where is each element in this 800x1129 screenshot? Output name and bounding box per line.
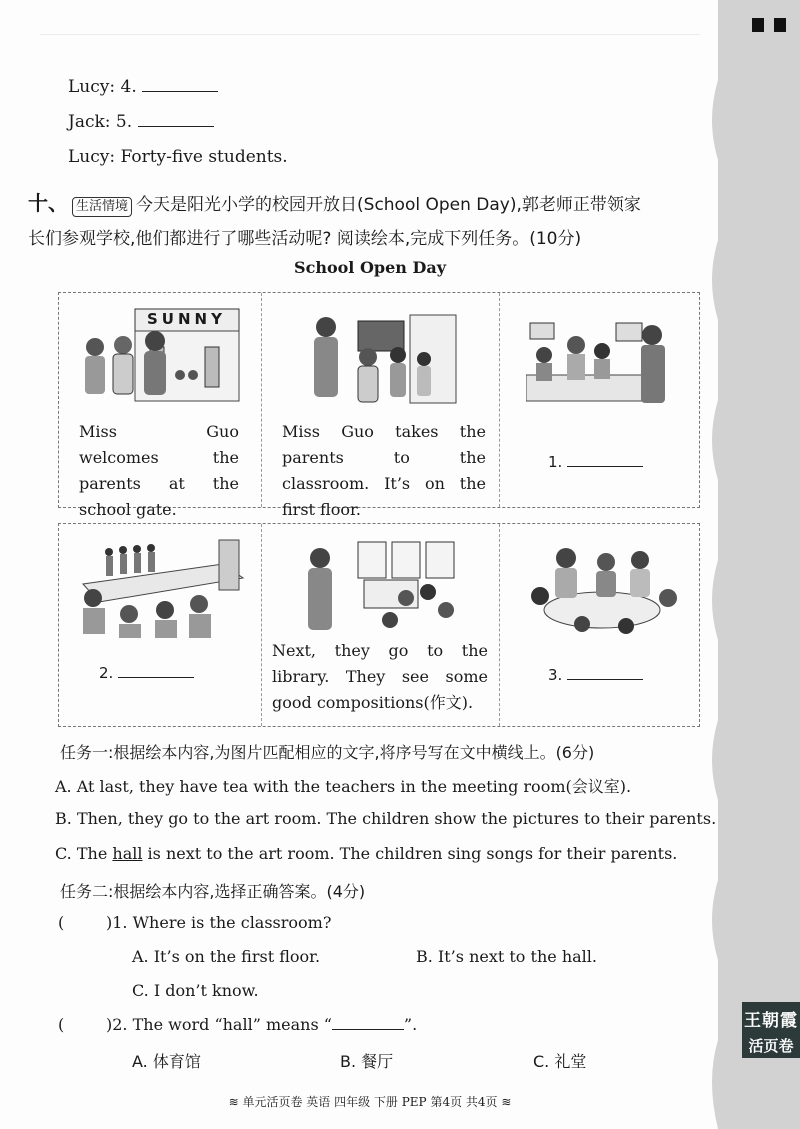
art-room-illustration [526,315,676,407]
page-footer: ≋ 单元活页卷 英语 四年级 下册 PEP 第4页 共4页 ≋ [228,1095,512,1109]
task1-option-c: C. The hall is next to the art room. The children sing songs for their parents. [55,844,678,863]
picture-blank-3: 3. [548,666,643,684]
q1-option-c: C. I don’t know. [132,981,259,1000]
panel-1 [59,293,261,519]
dialogue-line: Jack: 5. [68,112,214,132]
q2-answer-paren[interactable]: ( [58,1015,65,1034]
underlined-word: hall [112,844,143,863]
q2-stem: )2. The word “hall” means “ ”. [106,1015,418,1034]
task1-option-a: A. At last, they have tea with the teachers in the meeting room(会议室). [55,777,632,796]
q2-option-a: A. 体育馆 [132,1052,201,1071]
panel-4 [59,524,261,726]
q1-answer-paren[interactable]: ( [58,913,65,932]
answer-blank[interactable] [332,1029,404,1030]
school-sign: SUNNY [147,310,226,328]
brand-watermark: 王朝霞 活页卷 [742,1002,800,1058]
dialogue-line: Lucy: 4. [68,77,218,97]
panel-3 [499,293,700,507]
top-rule [40,34,700,35]
answer-blank[interactable] [567,679,643,680]
registration-mark [752,18,764,32]
panel-caption: Miss Guo takes the parents to the classroom. It’s on the first floor. [282,422,486,519]
q2-option-c: C. 礼堂 [533,1052,587,1071]
panel-2 [261,293,500,519]
q1-option-b: B. It’s next to the hall. [416,947,597,966]
panel-caption: Miss Guo welcomes the parents at the school gate. [79,422,239,519]
task1-option-b: B. Then, they go to the art room. The children show the pictures to their parents. [55,809,717,828]
library-illustration [296,536,476,636]
section-number: 十、 [28,191,68,215]
page-wavy-edge [700,0,740,1129]
panel-5 [261,524,500,726]
answer-blank[interactable] [118,677,194,678]
story-title: School Open Day [294,258,446,277]
panel-caption: Next, they go to the library. They see some good compositions(作文). [272,641,488,712]
section-instruction: 十、 生活情境 今天是阳光小学的校园开放日(School Open Day),郭老师正带领家 长们参观学校,他们都进行了哪些活动呢? 阅读绘本,完成下列任务。(10分) [28,191,641,249]
story-row-2 [58,523,700,727]
answer-blank[interactable] [142,91,218,92]
q2-option-b: B. 餐厅 [340,1052,394,1071]
panel-6 [499,524,700,726]
registration-mark [774,18,786,32]
q1-stem: )1. Where is the classroom? [106,913,332,932]
answer-blank[interactable] [138,126,214,127]
hall-singing-illustration [73,538,249,638]
task2-title: 任务二:根据绘本内容,选择正确答案。(4分) [60,882,366,901]
classroom-illustration [302,307,462,407]
dialogue-line: Lucy: Forty-five students. [68,147,288,167]
task1-title: 任务一:根据绘本内容,为图片匹配相应的文字,将序号写在文中横线上。(6分) [60,743,595,762]
tea-meeting-illustration [522,540,682,636]
picture-blank-2: 2. [99,664,194,682]
q1-option-a: A. It’s on the first floor. [132,947,321,966]
answer-blank[interactable] [567,466,643,467]
context-tag: 生活情境 [72,197,132,217]
picture-blank-1: 1. [548,453,643,471]
story-row-1 [58,292,700,519]
